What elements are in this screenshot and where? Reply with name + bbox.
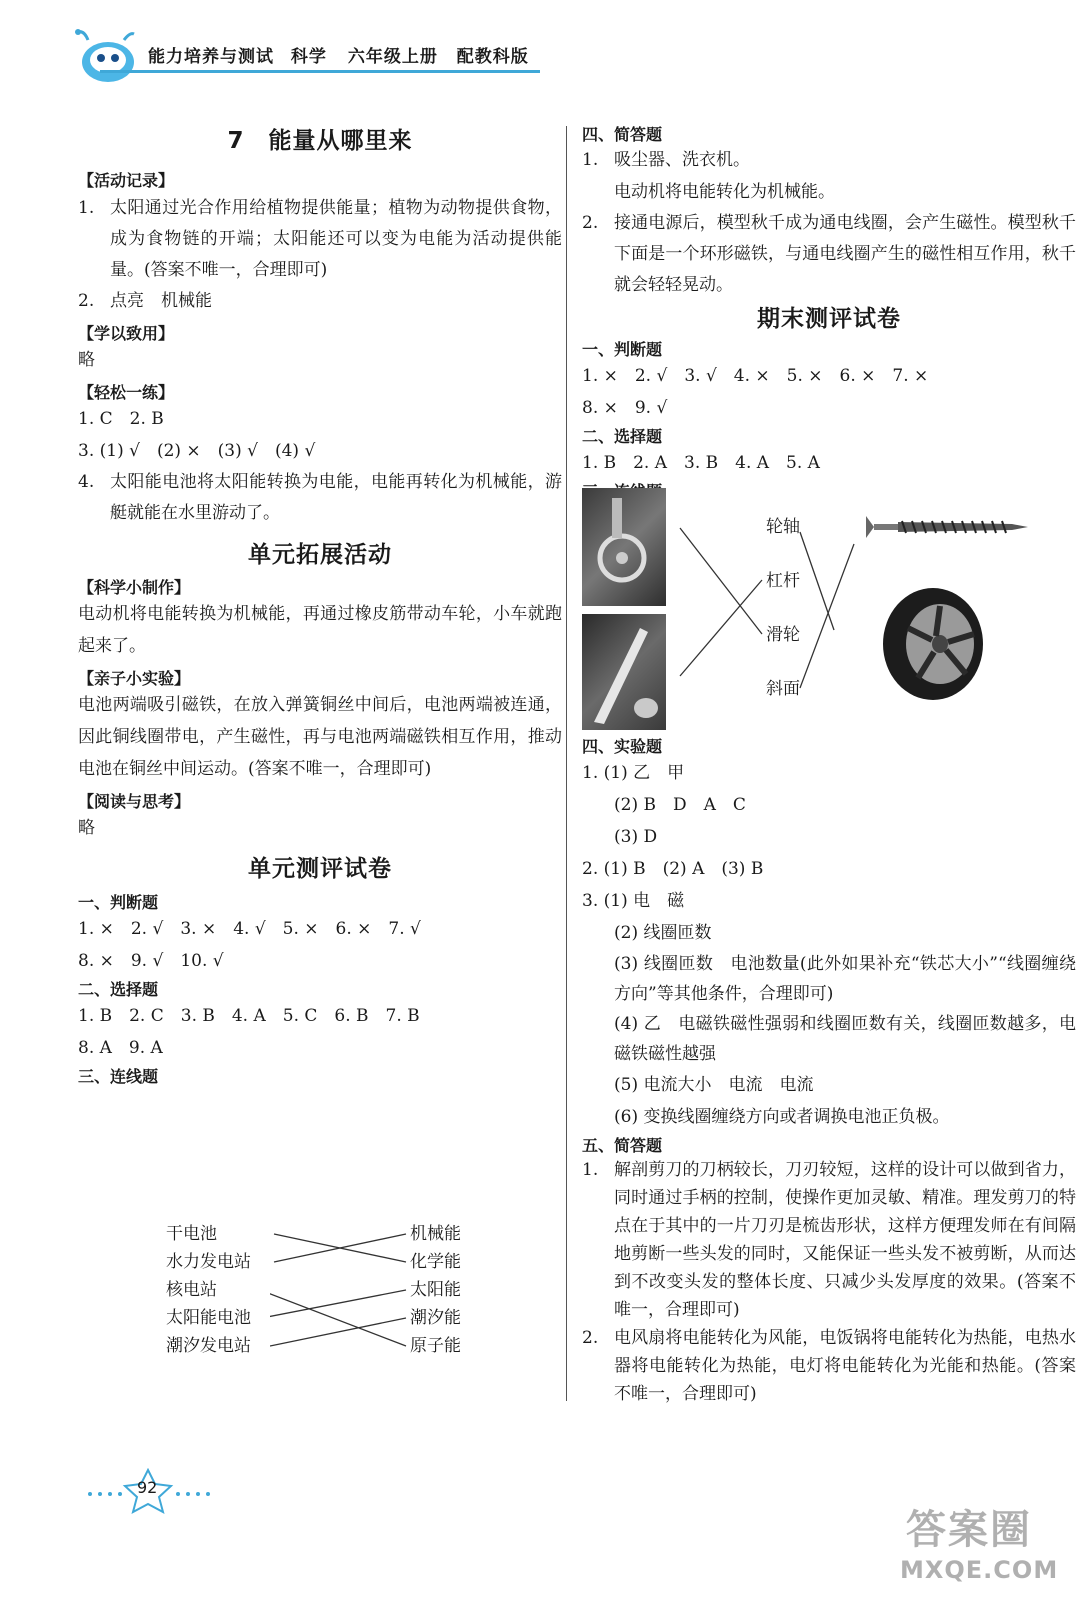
short-answer-item-2: 2. 接通电源后，模型秋千成为通电线圈，会产生磁性。模型秋千下面是一个环形磁铁，与通电线圈产生的磁性相互作用，秋千就会轻轻晃动。 [582,213,1076,295]
lesson-title: 7 能量从哪里来 [227,128,413,154]
practice-item-4: 4. 太阳能电池将太阳能转换为电能，电能再转化为机械能，游艇就能在水里游动了。 [78,472,562,523]
match-line [270,1290,406,1346]
unit-judge-heading: 一、判断题 [78,893,159,912]
wheel-image [878,584,988,704]
unit-choice-line-1: 1. B 2. C 3. B 4. A 5. C 6. B 7. B [78,1006,420,1026]
page-number-decoration [82,1468,242,1514]
list-item: 太阳能电池 [166,1308,251,1328]
unit-choice-heading: 二、选择题 [78,980,159,999]
pulley-photo [582,488,666,606]
unit-matching-right-list [410,1220,461,1360]
science-make-text: 电动机将电能转换为机械能，再通过橡皮筋带动车轮，小车就跑起来了。 [78,604,562,656]
practice-heading: 【轻松一练】 [78,383,175,402]
grade: 六年级上册 [347,47,438,67]
final-test-title: 期末测评试卷 [757,306,901,332]
reading-heading: 【阅读与思考】 [78,792,191,811]
list-item: 水力发电站 [166,1252,251,1272]
short-answer-item-1-line-2: 电动机将电能转化为机械能。 [614,182,835,202]
right-column-lower [582,734,1076,1408]
final-judge-heading: 一、判断题 [582,340,663,359]
list-item: 干电池 [166,1224,217,1244]
match-line [270,1290,406,1318]
list-item: 潮汐能 [410,1308,461,1328]
learn-apply-text: 略 [78,350,95,370]
practice-line-1: 1. C 2. B [78,409,164,429]
list-item: 机械能 [410,1224,461,1244]
unit-matching-left-list [166,1220,251,1360]
header-rule [100,70,540,73]
experiment-line-7: (3) 线圈匝数 电池数量(此外如果补充“铁芯大小”“线圈缠绕方向”等其他条件，合理即可) [614,954,1076,1004]
header-title [148,42,529,67]
unit-activity-title: 单元拓展活动 [248,542,392,568]
book-title: 能力培养与测试 [148,47,274,67]
watermark-text: 答案圈 [906,1507,1032,1553]
experiment-line-3: (3) D [614,827,658,847]
subject: 科学 [290,47,327,67]
list-item: 潮汐发电站 [166,1336,251,1356]
page-number: 92 [137,1478,158,1497]
practice-line-2: 3. (1) √ (2) × (3) √ (4) √ [78,441,316,461]
experiment-line-6: (2) 线圈匝数 [614,923,712,943]
right-column [582,122,1076,502]
match-line [800,532,834,630]
list-item: 太阳能 [410,1280,461,1300]
experiment-line-1: 1. (1) 乙 甲 [582,763,685,783]
edition: 配教科版 [456,47,529,67]
final-judge-line-1: 1. × 2. √ 3. √ 4. × 5. × 6. × 7. × [582,366,929,386]
final-matching-lines [670,500,870,710]
experiment-line-10: (6) 变换线圈缠绕方向或者调换电池正负极。 [614,1107,950,1127]
experiment-line-4: 2. (1) B (2) A (3) B [582,859,764,879]
match-line [270,1318,406,1346]
science-make-heading: 【科学小制作】 [78,578,191,597]
unit-choice-line-2: 8. A 9. A [78,1038,163,1058]
short-answer-2-heading: 五、简答题 [582,1136,663,1155]
reading-text: 略 [78,818,95,838]
final-choice-heading: 二、选择题 [582,427,663,446]
experiment-heading: 四、实验题 [582,737,663,756]
match-line [680,528,762,634]
left-column [78,120,562,1087]
match-line [800,544,854,688]
list-item: 核电站 [166,1280,217,1300]
nutcracker-photo [582,614,666,730]
short-answer-2-item-1: 1. 解剖剪刀的刀柄较长，刀刃较短，这样的设计可以做到省力，同时通过手柄的控制，使操作更加灵敏、精准。理发剪刀的特点在于其中的一片刀刃是梳齿形状，这样方便理发师在有间隔地剪断一些头发的同时，又能保证一些头发不被剪断，从而达到不改变头发的整体长度、只减少头发厚度的效果。(答案不唯一，合理即可) [582,1160,1076,1320]
experiment-line-2: (2) B D A C [614,795,746,815]
unit-test-title: 单元测评试卷 [248,856,392,882]
parent-child-heading: 【亲子小实验】 [78,669,191,688]
list-item: 轮轴 [766,517,800,537]
activity-record-item-2: 2. 点亮 机械能 [78,291,212,311]
unit-matching-heading: 三、连线题 [78,1067,159,1086]
watermark-url: MXQE.COM [900,1556,1059,1584]
parent-child-text: 电池两端吸引磁铁，在放入弹簧铜丝中间后，电池两端被连通，因此铜线圈带电，产生磁性，再与电池两端磁铁相互作用，推动电池在铜丝中间运动。(答案不唯一，合理即可) [78,695,562,779]
list-item: 斜面 [766,679,800,699]
column-divider [566,126,567,1401]
final-judge-line-2: 8. × 9. √ [582,398,668,418]
short-answer-heading: 四、简答题 [582,125,663,144]
experiment-line-8: (4) 乙 电磁铁磁性强弱和线圈匝数有关，线圈匝数越多，电磁铁磁性越强 [614,1014,1076,1064]
learn-apply-heading: 【学以致用】 [78,324,175,343]
list-item: 滑轮 [766,625,800,645]
experiment-line-9: (5) 电流大小 电流 电流 [614,1075,814,1095]
experiment-line-5: 3. (1) 电 磁 [582,891,685,911]
unit-judge-line-1: 1. × 2. √ 3. × 4. √ 5. × 6. × 7. √ [78,919,421,939]
unit-judge-line-2: 8. × 9. √ 10. √ [78,951,224,971]
screw-image [862,512,1030,542]
activity-record-heading: 【活动记录】 [78,171,175,190]
short-answer-item-1: 1. 吸尘器、洗衣机。 [582,150,750,170]
unit-matching-lines [270,1220,410,1360]
mascot-logo-icon [74,26,140,84]
short-answer-2-item-2: 2. 电风扇将电能转化为风能，电饭锅将电能转化为热能，电热水器将电能转化为热能，电灯将电能转化为光能和热能。(答案不唯一，合理即可) [582,1328,1076,1404]
final-choice-line-1: 1. B 2. A 3. B 4. A 5. A [582,453,820,473]
match-line [680,580,762,676]
list-item: 杠杆 [766,571,800,591]
list-item: 化学能 [410,1252,461,1272]
list-item: 原子能 [410,1336,461,1356]
activity-record-item-1: 1. 太阳通过光合作用给植物提供能量；植物为动物提供食物，成为食物链的开端；太阳能还可以变为电能为活动提供能量。(答案不唯一，合理即可) [78,198,562,280]
